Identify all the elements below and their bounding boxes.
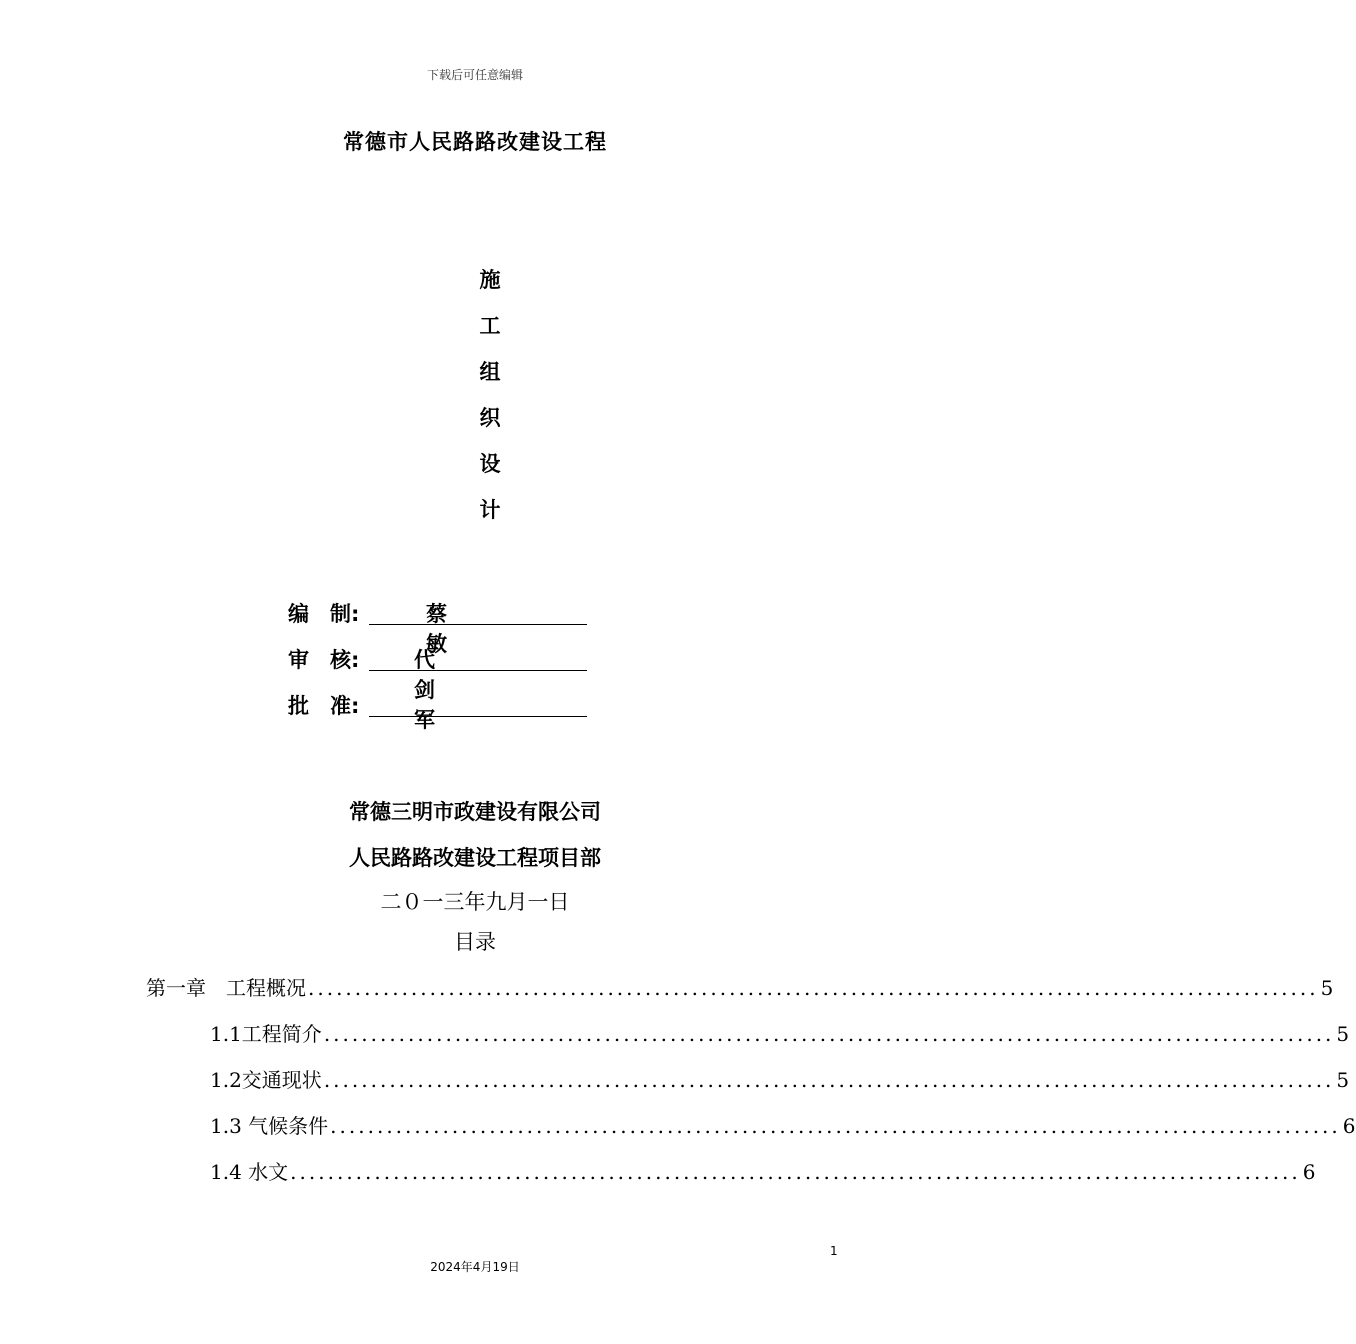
toc-entry[interactable] bbox=[210, 1110, 1356, 1139]
toc-entry-page: 5 bbox=[1336, 1022, 1350, 1046]
toc-entry[interactable] bbox=[210, 1018, 1350, 1047]
toc-entry-label: 1.3 气候条件 bbox=[210, 1114, 329, 1138]
footer-date: 2024年4月19日 bbox=[430, 1260, 520, 1274]
toc-entry-label: 第一章 工程概况 bbox=[146, 976, 306, 1000]
toc-leader-dots: ............................................................................................................ bbox=[323, 1068, 1335, 1092]
signature-line bbox=[369, 690, 587, 717]
doc-type-char: 织 bbox=[479, 406, 501, 430]
doc-type-char: 组 bbox=[479, 360, 501, 384]
header-note: 下载后可任意编辑 bbox=[426, 68, 523, 82]
company-name: 常德三明市政建设有限公司 bbox=[349, 800, 601, 824]
signature-label: 批 准: bbox=[288, 694, 360, 718]
signature-name: 代剑军 bbox=[414, 648, 435, 732]
signature-line bbox=[369, 598, 587, 625]
toc-entry-label: 1.2交通现状 bbox=[210, 1068, 322, 1092]
toc-title: 目录 bbox=[454, 930, 496, 954]
signature-line bbox=[369, 644, 587, 671]
project-title: 常德市人民路路改建设工程 bbox=[343, 130, 607, 154]
toc-entry[interactable] bbox=[146, 972, 1334, 1001]
signature-label: 审 核: bbox=[288, 648, 360, 672]
toc-entry-label: 1.1工程简介 bbox=[210, 1022, 322, 1046]
toc-entry[interactable] bbox=[210, 1064, 1350, 1093]
doc-type-char: 设 bbox=[479, 452, 501, 476]
toc-entry[interactable] bbox=[210, 1156, 1316, 1185]
doc-type-char: 施 bbox=[479, 268, 501, 292]
toc-leader-dots: ............................................................................................................ bbox=[290, 1160, 1301, 1184]
doc-type-char: 工 bbox=[479, 314, 501, 338]
toc-leader-dots: ............................................................................................................ bbox=[323, 1022, 1335, 1046]
issue-date: 二０一三年九月一日 bbox=[380, 890, 570, 914]
toc-entry-page: 5 bbox=[1320, 976, 1334, 1000]
signature-name: 蔡敏 bbox=[426, 602, 447, 656]
toc-entry-page: 6 bbox=[1302, 1160, 1316, 1184]
signature-label: 编 制: bbox=[288, 602, 360, 626]
toc-entry-page: 6 bbox=[1342, 1114, 1356, 1138]
toc-entry-label: 1.4 水文 bbox=[210, 1160, 289, 1184]
page-number: 1 bbox=[830, 1244, 838, 1258]
toc-leader-dots: ............................................................................................................ bbox=[330, 1114, 1341, 1138]
department-name: 人民路路改建设工程项目部 bbox=[349, 846, 601, 870]
toc-leader-dots: ............................................................................................................ bbox=[308, 976, 1319, 1000]
doc-type-char: 计 bbox=[479, 498, 501, 522]
toc-entry-page: 5 bbox=[1336, 1068, 1350, 1092]
